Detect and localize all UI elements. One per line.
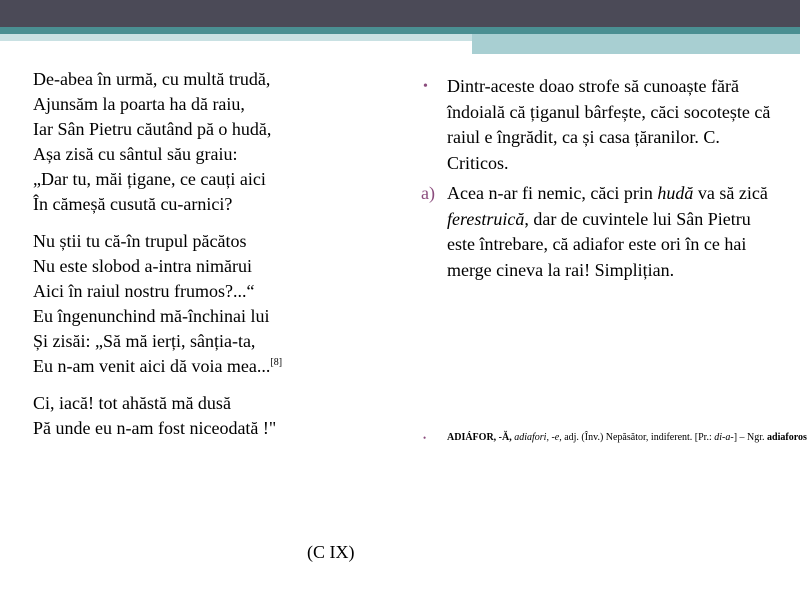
dict-headword: ADIÁFOR, -Ă, xyxy=(447,432,512,443)
footnote-reference-link[interactable]: [8] xyxy=(270,357,283,368)
note-2-italic-word: ferestruică xyxy=(447,208,525,229)
poem-line: Și zisăi: „Să mă ierți, sânția-ta, xyxy=(33,331,256,351)
dict-forms: adiafori, -e, xyxy=(514,432,562,443)
bullet-icon: • xyxy=(423,433,427,443)
poem-line: Ci, iacă! tot ahăstă mă dusă xyxy=(33,393,231,413)
poem-line: Nu este slobod a-intra nimărui xyxy=(33,256,252,276)
poem-line-text: Eu n-am venit aici dă voia mea... xyxy=(33,356,271,376)
poem-line: Ajunsăm la poarta ha dă raiu, xyxy=(33,94,245,114)
note-2-segment: Acea n-ar fi nemic, căci prin xyxy=(447,183,658,203)
notes-column xyxy=(421,74,771,288)
poem-line: Eu îngenunchind mă-închinai lui xyxy=(33,306,270,326)
poem-line: Așa zisă cu sântul său graiu: xyxy=(33,144,238,164)
poem-text xyxy=(33,67,373,453)
poem-line: Pă unde eu n-am fost niceodată !" xyxy=(33,418,277,438)
note-2 xyxy=(421,181,771,283)
note-2-text xyxy=(447,183,768,280)
stanza-2 xyxy=(33,229,373,379)
poem-line: Nu știi tu că-în trupul păcătos xyxy=(33,231,247,251)
poem-line-with-footnote xyxy=(33,354,373,379)
poem-line: Iar Sân Pietru căutând pă o hudă, xyxy=(33,119,272,139)
dict-etymology: adiaforos xyxy=(767,432,807,443)
note-1-text: Dintr-aceste doao strofe să cunoaște fără îndoială că țiganul bârfește, căci socotește că raiul e îngrădit, ca și casa țăranilor. C. Criticos. xyxy=(447,76,771,173)
bullet-icon: • xyxy=(423,79,428,94)
note-2-marker: a) xyxy=(421,183,435,203)
dict-text: adj. (Înv.) Nepăsător, indiferent. [Pr.: xyxy=(561,432,715,443)
light-stripe-right xyxy=(472,34,800,54)
dict-pronunciation: di-a- xyxy=(714,432,734,443)
dict-text: ] – Ngr. xyxy=(733,432,768,443)
poem-source-signature: (C IX) xyxy=(307,542,355,562)
teal-stripe xyxy=(0,27,800,34)
note-2-segment: va să zică xyxy=(693,183,768,203)
poem-line: Aici în raiul nostru frumos?...“ xyxy=(33,281,255,301)
poem-line: În cămeșă cusută cu-arnici? xyxy=(33,194,233,214)
stanza-1 xyxy=(33,67,373,217)
poem-line: De-abea în urmă, cu multă trudă, xyxy=(33,69,271,89)
note-2-italic-word: hudă xyxy=(657,183,694,203)
stanza-3 xyxy=(33,391,373,441)
poem-line: „Dar tu, măi țigane, ce cauți aici xyxy=(33,169,266,189)
note-2-segment: , dar de cuvintele lui Sân Pietru este întrebare, că adiafor este ori în ce hai merge cineva la rai! Simplițian. xyxy=(447,208,751,280)
note-1 xyxy=(421,74,771,176)
light-stripe-left xyxy=(0,34,472,41)
dictionary-definition xyxy=(421,431,807,445)
top-decoration-bar xyxy=(0,0,800,27)
